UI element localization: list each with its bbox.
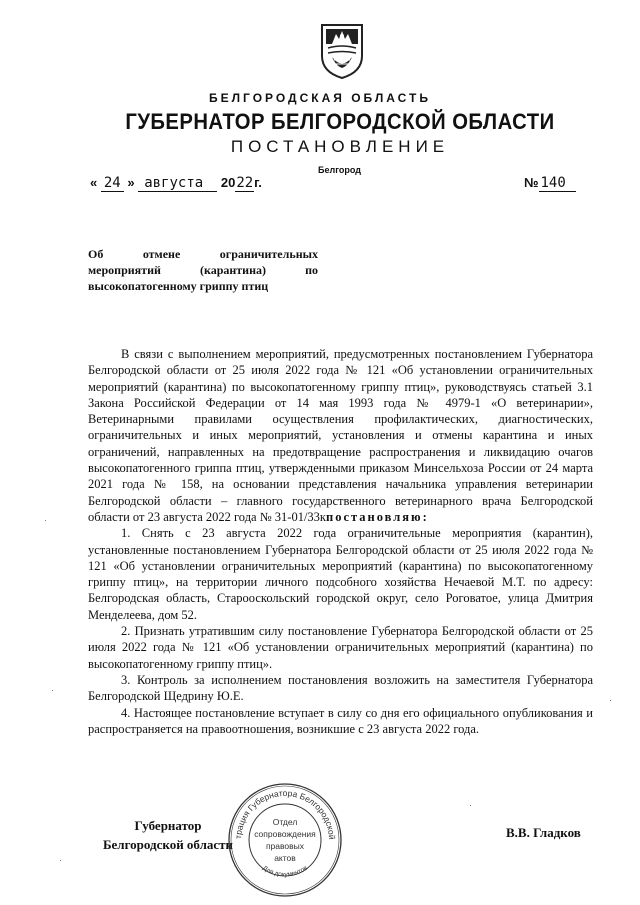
document-date <box>90 175 262 191</box>
date-open-quote: « <box>90 175 98 190</box>
official-stamp <box>226 781 344 899</box>
stamp-center-line-1: Отдел <box>272 817 298 827</box>
item-4: 4. Настоящее постановление вступает в силу со дня его официального опубликования и распространяется на правоотношения, возникшие с 23 августа 2022 года. <box>88 705 593 736</box>
date-day: 24 <box>101 175 124 192</box>
stamp-ring-bottom: Для документов <box>261 864 309 879</box>
region-name: БЕЛГОРОДСКАЯ ОБЛАСТЬ <box>209 91 431 105</box>
position-line-2: Белгородской области <box>102 837 234 852</box>
document-body <box>88 346 593 737</box>
number-label: № <box>524 175 539 190</box>
date-year-prefix: 20 <box>220 175 236 190</box>
signatory-name: В.В. Гладков <box>506 825 581 840</box>
document-subject: Об отмене ограничительных мероприятий (карантина) по высокопатогенному гриппу птиц <box>88 247 318 293</box>
stamp-ring-text: трация Губернатора Белгородской <box>232 787 338 840</box>
issuer-title: ГУБЕРНАТОР БЕЛГОРОДСКОЙ ОБЛАСТИ <box>125 109 555 134</box>
stamp-center-line-3: правовых <box>265 841 305 851</box>
date-year-mark: г. <box>254 175 262 190</box>
stamp-center-line-4: актов <box>274 853 296 863</box>
document-type: ПОСТАНОВЛЕНИЕ <box>230 137 450 156</box>
svg-text:Для документов <box>261 864 309 878</box>
item-2: 2. Признать утратившим силу постановление Губернатора Белгородской области от 25 июля 2022 года № 121 «Об установлении ограничительных мероприятий (карантина) по высокопатогенному гриппу птиц». <box>88 624 593 671</box>
city-name: Белгород <box>318 165 361 175</box>
signatory-position <box>88 816 248 854</box>
date-year-suffix: 22 <box>236 175 254 191</box>
date-close-quote: » <box>127 175 135 190</box>
item-1: 1. Снять с 23 августа 2022 года ограничительные мероприятия (карантин), установленные постановлением Губернатора Белгородской области от 25 июля 2022 года № 121 «Об установлении ограничительных мероприятий (карантина) по высокопатогенному гриппу птиц», на территории личного подсобного хозяйства Нечаевой М.Т. по адресу: Белгородская область, Старооскольский городской округ, село Роговатое, улица Дмитрия Менделеева, дом 52. <box>88 526 593 622</box>
resolve-word: постановляю: <box>326 509 429 524</box>
item-3: 3. Контроль за исполнением постановления возложить на заместителя Губернатора Белгородской Щедрину Ю.Е. <box>88 672 593 704</box>
stamp-center-line-2: сопровождения <box>254 829 316 839</box>
number-value: 140 <box>539 175 576 192</box>
date-month: августа <box>138 175 217 192</box>
document-number <box>524 175 576 191</box>
preamble-text: В связи с выполнением мероприятий, предусмотренных постановлением Губернатора Белгородской области от 25 июля 2022 года № 121 «Об установлении ограничительных мероприятий (карантина) по высокопатогенному гриппу птиц», руководствуясь статьей 3.1 Закона Российской Федерации от 14 мая 1993 года № 4979-1 «О ветеринарии», Ветеринарными правилами осуществления профилактических, диагностических, ограничительных и иных мероприятий, установления и отмены карантина и иных ограничений, направленных на предотвращение распространения и ликвидацию очагов высокопатогенного гриппа птиц, утвержденными приказом Минсельхоза России от 24 марта 2021 года № 158, на основании представления начальника управления ветеринарии Белгородской области – главного государственного ветеринарного врача Белгородской области от 23 августа 2022 года № 31-01/33к <box>88 347 593 524</box>
preamble-paragraph <box>88 346 593 525</box>
coat-of-arms-emblem <box>318 22 366 80</box>
position-line-1: Губернатор <box>134 818 202 833</box>
